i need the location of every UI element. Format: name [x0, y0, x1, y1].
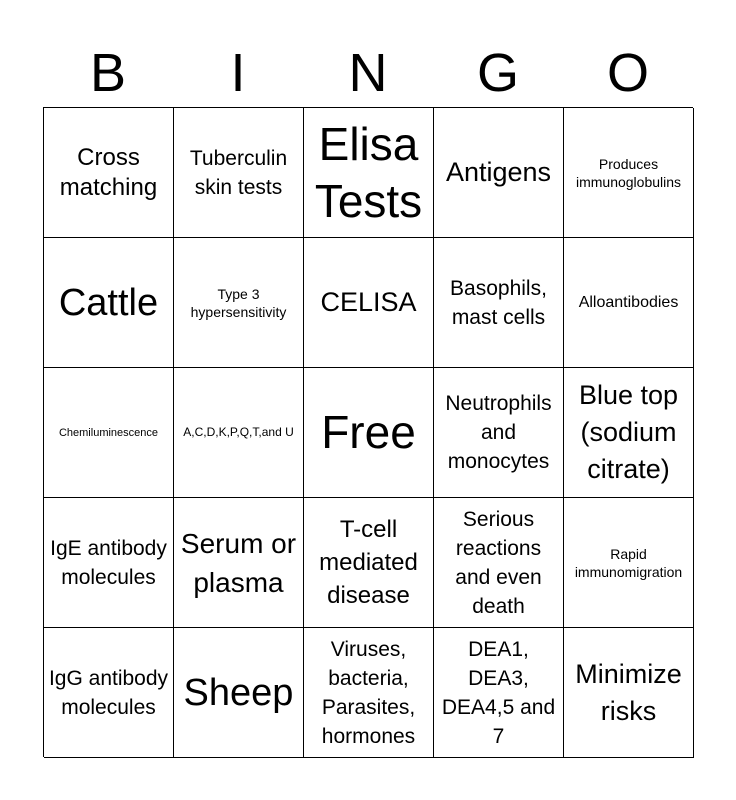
bingo-cell[interactable]: [174, 498, 304, 628]
bingo-cell[interactable]: [434, 368, 564, 498]
bingo-cell[interactable]: [564, 498, 694, 628]
bingo-cell[interactable]: [174, 108, 304, 238]
cell-text: Type 3 hypersensitivity: [190, 285, 287, 320]
cell-text: DEA1, DEA3, DEA4,5 and 7: [441, 637, 556, 748]
bingo-cell[interactable]: [564, 628, 694, 758]
free-space[interactable]: [304, 368, 434, 498]
cell-text: IgE antibody molecules: [50, 536, 167, 589]
cell-text: Chemiluminescence: [58, 426, 159, 439]
bingo-cell[interactable]: [304, 628, 434, 758]
bingo-cell[interactable]: [304, 498, 434, 628]
cell-text: Cross matching: [59, 143, 158, 201]
cell-text: Tuberculin skin tests: [189, 146, 288, 199]
cell-text: IgG antibody molecules: [48, 666, 169, 719]
cell-text: Serum or plasma: [180, 527, 297, 598]
bingo-cell[interactable]: [174, 628, 304, 758]
bingo-header: [43, 40, 693, 106]
header-letter-o: O: [606, 43, 649, 103]
header-letter-g: G: [476, 43, 519, 103]
bingo-cell[interactable]: [304, 108, 434, 238]
cell-text: Serious reactions and even death: [455, 507, 542, 618]
bingo-cell[interactable]: [564, 238, 694, 368]
bingo-cell[interactable]: [434, 108, 564, 238]
cell-text: Basophils, mast cells: [450, 276, 547, 329]
header-letter-b: B: [89, 43, 127, 103]
cell-text: Produces immunoglobulins: [575, 155, 682, 190]
cell-text: Alloantibodies: [578, 293, 679, 311]
bingo-cell[interactable]: [174, 238, 304, 368]
cell-text: Rapid immunomigration: [574, 545, 683, 580]
cell-text: Neutrophils and monocytes: [445, 392, 552, 473]
bingo-cell[interactable]: [44, 628, 174, 758]
bingo-cell[interactable]: [564, 368, 694, 498]
cell-text: Viruses, bacteria, Parasites, hormones: [321, 637, 416, 748]
header-letter-i: I: [230, 43, 246, 103]
bingo-board: [43, 107, 693, 757]
bingo-cell[interactable]: [44, 368, 174, 498]
bingo-cell[interactable]: [44, 238, 174, 368]
header-letter-n: N: [348, 43, 388, 103]
bingo-cell[interactable]: [434, 628, 564, 758]
cell-text: Blue top (sodium citrate): [578, 380, 679, 484]
bingo-cell[interactable]: [174, 368, 304, 498]
bingo-cell[interactable]: [434, 498, 564, 628]
cell-text: CELISA: [320, 287, 417, 317]
cell-text: Elisa Tests: [314, 117, 423, 227]
bingo-cell[interactable]: [44, 108, 174, 238]
bingo-cell[interactable]: [434, 238, 564, 368]
cell-text: Cattle: [58, 281, 159, 324]
bingo-cell[interactable]: [44, 498, 174, 628]
cell-text: Sheep: [183, 671, 294, 714]
cell-text: A,C,D,K,P,Q,T,and U: [183, 425, 294, 439]
cell-text: Free: [321, 406, 416, 458]
bingo-cell[interactable]: [564, 108, 694, 238]
cell-text: Minimize risks: [575, 658, 682, 726]
cell-text: Antigens: [445, 157, 552, 187]
cell-text: T-cell mediated disease: [319, 516, 418, 609]
bingo-cell[interactable]: [304, 238, 434, 368]
